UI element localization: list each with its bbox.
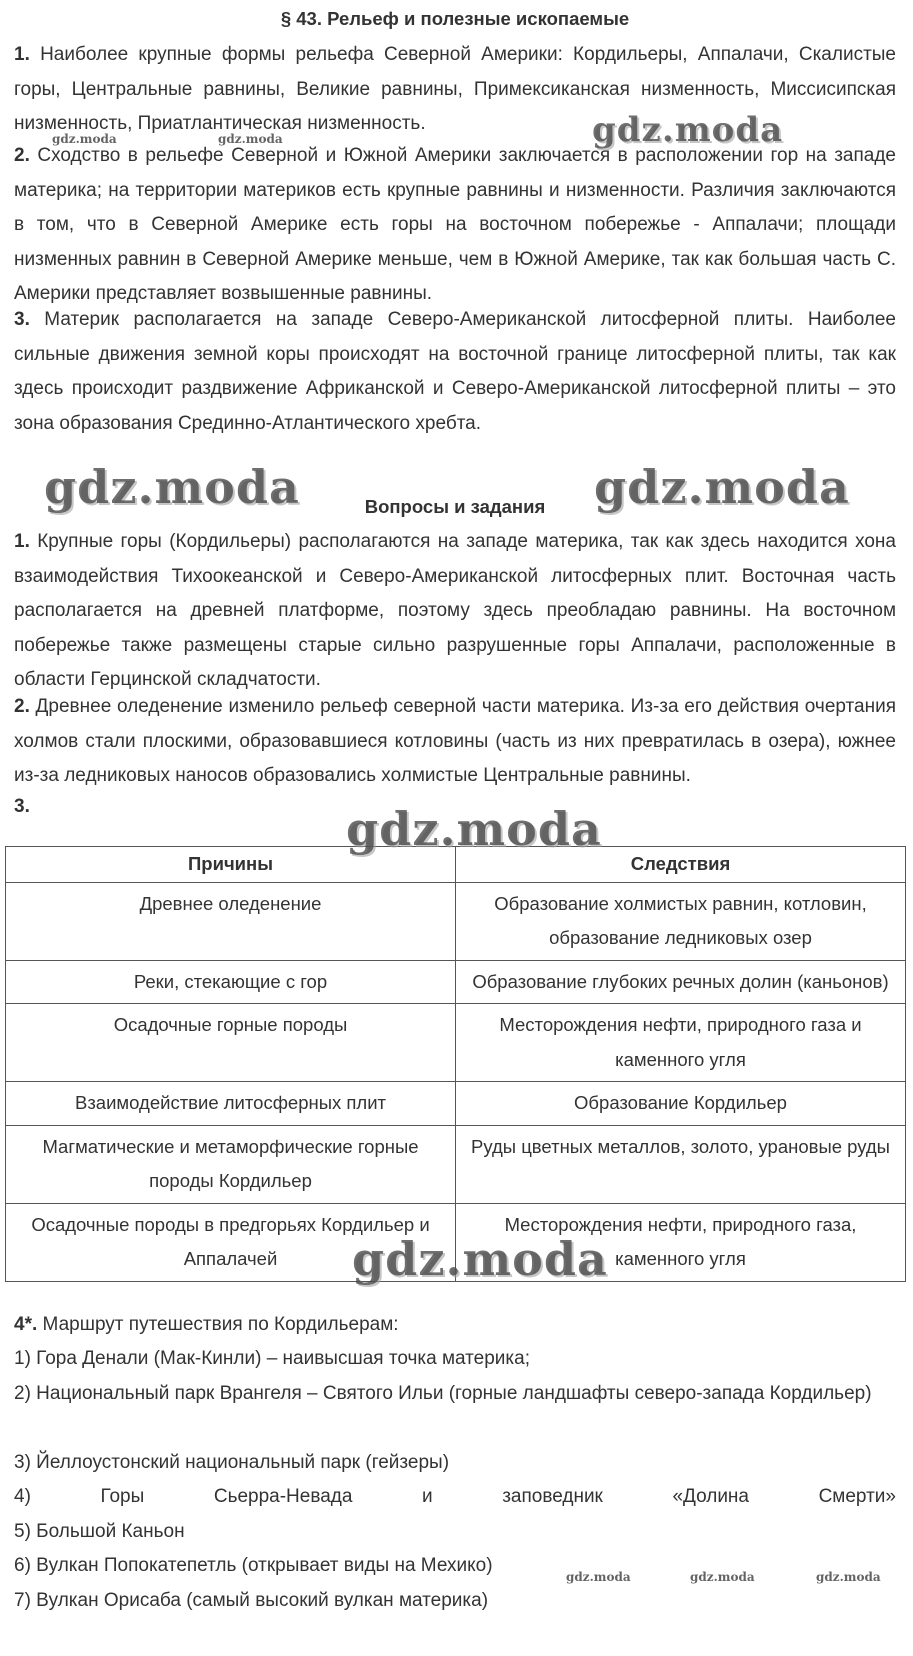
answer-3 [14,303,896,441]
table-header-causes: Причины [6,847,456,883]
route-heading-text: Маршрут путешествия по Кордильерам: [37,1314,399,1335]
question-answer-3-number: 3. [14,796,30,817]
watermark: gdz.moda [566,1570,631,1584]
question-answer-2-number: 2. [14,696,30,717]
table-row [6,1004,906,1082]
table-cell-effect: Образование холмистых равнин, котловин, образование ледниковых озер [456,882,906,960]
route-item: 6) Вулкан Попокатепетль (открывает виды на Мехико) [14,1555,493,1576]
watermark: gdz.moda [816,1570,881,1584]
table-cell-effect: Образование Кордильер [456,1082,906,1126]
route-item-word: Горы [100,1486,145,1507]
route-item-word: и [422,1486,433,1507]
question-answer-2 [14,690,896,794]
route-item: 3) Йеллоустонский национальный парк (гейзеры) [14,1452,450,1473]
watermark: gdz.moda [218,132,283,146]
table-cell-cause: Взаимодействие литосферных плит [6,1082,456,1126]
causes-effects-table [5,846,906,1282]
watermark: gdz.moda [594,460,850,514]
watermark: gdz.moda [352,1232,608,1286]
route-heading [14,1308,896,1343]
table-cell-effect: Месторождения нефти, природного газа, каменного угля [456,1203,906,1281]
table-cell-cause: Древнее оледенение [6,882,456,960]
page-title: § 43. Рельеф и полезные ископаемые [280,8,630,29]
answer-2-text: Сходство в рельефе Северной и Южной Америки заключается в расположении гор на западе материка; на территории материков есть крупные равнины и низменности. Различия заключаются в том, что в Северной Америке есть горы на восточном побережье - Аппалачи; площади низменных равнин в Северной Америке меньше, чем в Южной Америке, так как большая часть С. Америки представляет возвышенные равнины. [14,145,896,304]
route-item: 7) Вулкан Орисаба (самый высокий вулкан материка) [14,1590,489,1611]
watermark: gdz.moda [690,1570,755,1584]
table-row [6,882,906,960]
table-cell-cause: Осадочные породы в предгорьях Кордильер и Аппалачей [6,1203,456,1281]
answer-2 [14,139,896,312]
route-item: 1) Гора Денали (Мак-Кинли) – наивысшая точка материка; [14,1348,530,1369]
watermark: gdz.moda [346,802,602,856]
question-answer-2-text: Древнее оледенение изменило рельеф северной части материка. Из-за его действия очертания холмов стали плоскими, образовавшиеся котловины (часть из них превратилась в озера), южнее из-за ледниковых наносов образовались холмистые Центральные равнины. [14,696,896,786]
table-row [6,960,906,1004]
question-answer-1-text: Крупные горы (Кордильеры) располагаются на западе материка, так как здесь находится хона взаимодействия Тихоокеанской и Северо-Американской литосферных плит. Восточная часть располагается на древней платформе, поэтому здесь преобладаю равнины. На восточном побережье также размещены старые сильно разрушенные горы Аппалачи, расположенные в области Герцинской складчатости. [14,531,896,690]
question-answer-1 [14,525,896,698]
watermark: gdz.moda [592,110,784,150]
answer-1-text: Наиболее крупные формы рельефа Северной Америки: Кордильеры, Аппалачи, Скалистые горы, Центральные равнины, Великие равнины, Примексиканская низменность, Миссисипская низменность, Приатлантическая низменность. [14,44,896,134]
table-cell-effect: Месторождения нефти, природного газа и каменного угля [456,1004,906,1082]
table-cell-effect: Руды цветных металлов, золото, урановые руды [456,1125,906,1203]
route-number: 4*. [14,1314,38,1335]
route-item-word: заповедник [502,1486,603,1507]
route-item [14,1480,896,1515]
table-header-effects: Следствия [456,847,906,883]
answer-3-number: 3. [14,309,30,330]
table-cell-effect: Образование глубоких речных долин (каньонов) [456,960,906,1004]
route-item: 5) Большой Каньон [14,1521,185,1542]
table-cell-cause: Осадочные горные породы [6,1004,456,1082]
route-item-word: Смерти» [818,1486,896,1507]
answer-2-number: 2. [14,145,30,166]
answer-1-number: 1. [14,44,30,65]
route-item-word: 4) [14,1486,31,1507]
watermark: gdz.moda [44,460,300,514]
table-row [6,1125,906,1203]
table-row [6,1082,906,1126]
route-item-word: «Долина [672,1486,749,1507]
table-cell-cause: Магматические и метаморфические горные породы Кордильер [6,1125,456,1203]
answer-3-text: Материк располагается на западе Северо-Американской литосферной плиты. Наиболее сильные движения земной коры происходят на восточной границе литосферной плиты, так как здесь происходит раздвижение Африканской и Северо-Американской литосферной плиты – это зона образования Срединно-Атлантического хребта. [14,309,896,434]
questions-heading: Вопросы и задания [364,496,546,517]
table-cell-cause: Реки, стекающие с гор [6,960,456,1004]
route-item: 2) Национальный парк Врангеля – Святого Ильи (горные ландшафты северо-запада Кордильер) [14,1383,872,1404]
route-item-word: Сьерра-Невада [213,1486,353,1507]
question-answer-1-number: 1. [14,531,30,552]
watermark: gdz.moda [52,132,117,146]
